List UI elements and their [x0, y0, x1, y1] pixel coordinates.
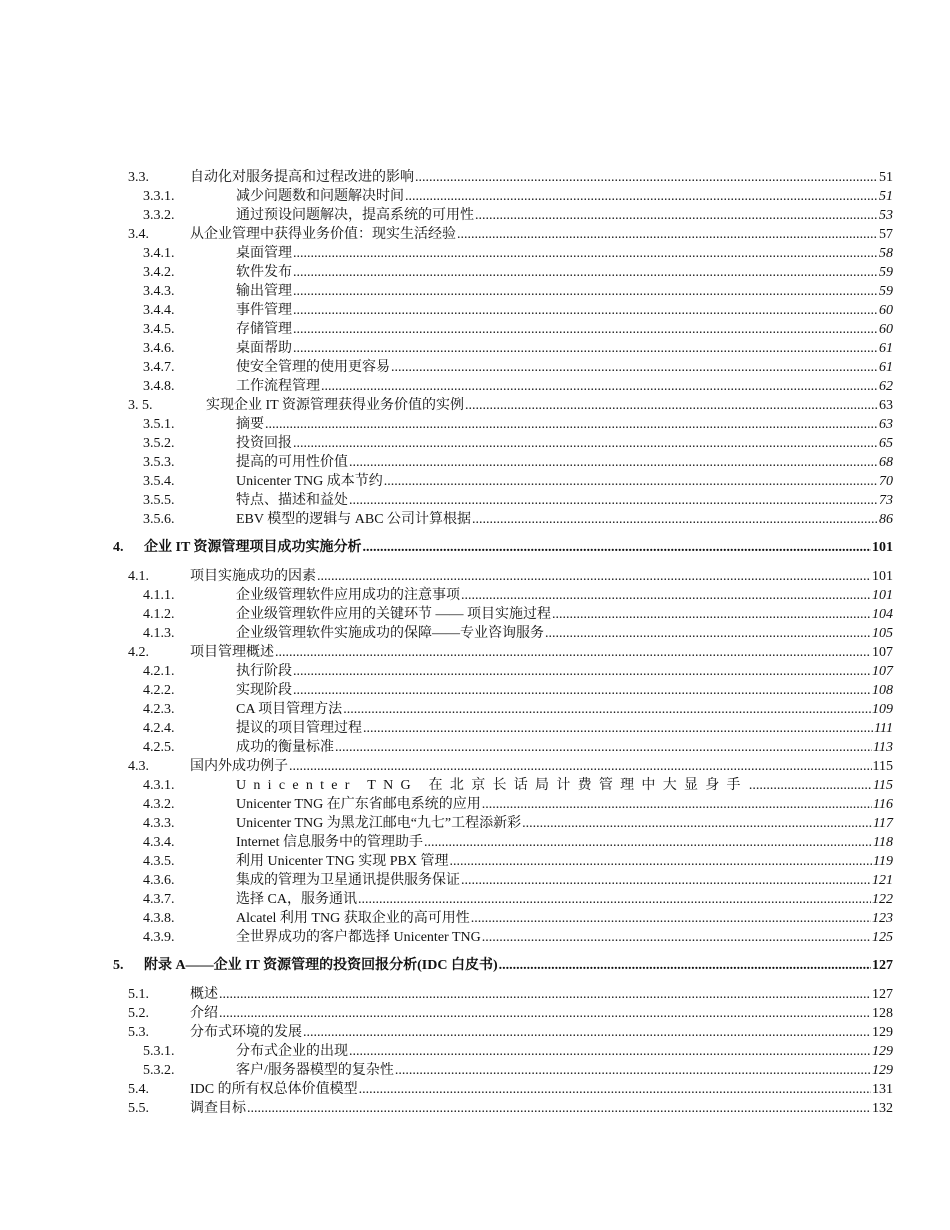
toc-entry-page-number: 60 [879, 322, 893, 337]
toc-entry[interactable] [0, 1004, 950, 1023]
toc-entry-page-number: 51 [879, 170, 893, 185]
toc-entry-page-number: 101 [872, 569, 893, 584]
toc-entry-title: 通过预设问题解决，提高系统的可用性 [236, 208, 474, 223]
toc-entry-number: 3.3. [128, 170, 149, 185]
toc-entry[interactable] [0, 339, 950, 358]
dot-leader [465, 396, 878, 415]
dot-leader [293, 320, 878, 339]
toc-entry[interactable] [0, 719, 950, 738]
toc-entry-title: 集成的管理为卫星通讯提供服务保证 [236, 873, 460, 888]
toc-entry[interactable] [0, 586, 950, 605]
dot-leader [303, 1023, 871, 1042]
toc-entry-page-number: 59 [879, 265, 893, 280]
toc-entry-title: 分布式企业的出现 [236, 1044, 348, 1059]
toc-entry-page-number: 101 [872, 588, 893, 603]
dot-leader [457, 225, 878, 244]
toc-entry[interactable] [0, 1061, 950, 1080]
toc-entry-page-number: 65 [879, 436, 893, 451]
toc-entry[interactable] [0, 700, 950, 719]
toc-entry-number: 3.4.2. [143, 265, 175, 280]
toc-entry-number: 5.3. [128, 1025, 149, 1040]
toc-entry[interactable] [0, 643, 950, 662]
toc-entry-title: Internet 信息服务中的管理助手 [236, 835, 424, 850]
toc-entry-page-number: 61 [879, 360, 893, 375]
toc-entry-number: 4.3.9. [143, 930, 175, 945]
toc-entry-title: 实现阶段 [236, 683, 292, 698]
toc-entry-page-number: 51 [879, 189, 893, 204]
dot-leader [265, 415, 878, 434]
dot-leader [475, 206, 878, 225]
toc-entry-number: 4.2.1. [143, 664, 175, 679]
toc-entry-page-number: 58 [879, 246, 893, 261]
toc-entry-number: 4.3.3. [143, 816, 175, 831]
dot-leader [552, 605, 871, 624]
toc-entry[interactable] [0, 301, 950, 320]
dot-leader [482, 795, 872, 814]
toc-entry-title: 执行阶段 [236, 664, 292, 679]
toc-entry-page-number: 109 [872, 702, 893, 717]
toc-entry[interactable] [0, 538, 950, 558]
toc-entry-title: 事件管理 [236, 303, 292, 318]
dot-leader [289, 757, 872, 776]
toc-entry-page-number: 115 [873, 778, 893, 793]
toc-entry-title: 介绍 [190, 1006, 218, 1021]
toc-entry[interactable] [0, 624, 950, 643]
toc-entry-number: 4.2.5. [143, 740, 175, 755]
dot-leader [363, 719, 873, 738]
toc-entry-number: 5. [113, 958, 124, 973]
dot-leader [293, 263, 878, 282]
toc-entry-page-number: 111 [874, 721, 893, 736]
toc-entry[interactable] [0, 1042, 950, 1061]
toc-entry[interactable] [0, 928, 950, 947]
toc-entry-page-number: 127 [872, 987, 893, 1002]
toc-entry-title: 调查目标 [190, 1101, 246, 1116]
toc-entry-page-number: 70 [879, 474, 893, 489]
toc-entry-page-number: 128 [872, 1006, 893, 1021]
toc-entry-number: 5.2. [128, 1006, 149, 1021]
toc-entry-page-number: 129 [872, 1044, 893, 1059]
toc-entry-title: 企业级管理软件应用成功的注意事项 [236, 588, 460, 603]
toc-entry-title: IDC 的所有权总体价值模型 [190, 1082, 358, 1097]
dot-leader [293, 339, 878, 358]
toc-entry-page-number: 101 [872, 540, 893, 555]
toc-entry-number: 4.3.1. [143, 778, 175, 793]
dot-leader [363, 538, 871, 558]
dot-leader [405, 187, 878, 206]
toc-entry-number: 4.3.4. [143, 835, 175, 850]
toc-entry-number: 4.3.7. [143, 892, 175, 907]
toc-entry-page-number: 131 [872, 1082, 893, 1097]
toc-entry[interactable] [0, 1080, 950, 1099]
toc-entry-page-number: 68 [879, 455, 893, 470]
toc-entry-title: 概述 [190, 987, 218, 1002]
toc-entry-page-number: 129 [872, 1025, 893, 1040]
toc-entry-title: Alcatel 利用 TNG 获取企业的高可用性 [236, 911, 470, 926]
toc-entry-title: Unicenter TNG 为黑龙江邮电“九七”工程添新彩 [236, 816, 522, 831]
dot-leader [472, 510, 878, 529]
toc-entry-title: 存储管理 [236, 322, 292, 337]
dot-leader [317, 567, 871, 586]
toc-entry[interactable] [0, 377, 950, 396]
toc-entry-number: 5.3.2. [143, 1063, 175, 1078]
toc-entry-number: 4.1.3. [143, 626, 175, 641]
toc-entry[interactable] [0, 662, 950, 681]
toc-entry-number: 4.3. [128, 759, 149, 774]
toc-entry[interactable] [0, 396, 950, 415]
toc-entry[interactable] [0, 434, 950, 453]
toc-entry[interactable] [0, 567, 950, 586]
toc-entry-number: 5.1. [128, 987, 149, 1002]
toc-entry[interactable] [0, 890, 950, 909]
toc-entry-number: 3. 5. [128, 398, 153, 413]
toc-entry-number: 4.1. [128, 569, 149, 584]
dot-leader [415, 168, 878, 187]
toc-entry[interactable] [0, 776, 950, 795]
toc-entry-page-number: 132 [872, 1101, 893, 1116]
table-of-contents [0, 168, 950, 1118]
toc-entry-title: 特点、描述和益处 [236, 493, 348, 508]
toc-entry-title: 投资回报 [236, 436, 292, 451]
dot-leader [247, 1099, 871, 1118]
toc-entry[interactable] [0, 510, 950, 529]
toc-entry-title: 桌面管理 [236, 246, 292, 261]
toc-entry[interactable] [0, 738, 950, 757]
dot-leader [384, 472, 878, 491]
toc-entry-page-number: 59 [879, 284, 893, 299]
dot-leader [293, 681, 871, 700]
toc-entry[interactable] [0, 472, 950, 491]
toc-entry-number: 4.3.2. [143, 797, 175, 812]
toc-entry-title: 摘要 [236, 417, 264, 432]
dot-leader [219, 985, 871, 1004]
toc-entry-page-number: 122 [872, 892, 893, 907]
dot-leader [391, 358, 878, 377]
toc-entry[interactable] [0, 681, 950, 700]
toc-entry[interactable] [0, 206, 950, 225]
toc-entry[interactable] [0, 795, 950, 814]
toc-entry-page-number: 121 [872, 873, 893, 888]
toc-entry-page-number: 53 [879, 208, 893, 223]
toc-entry-page-number: 60 [879, 303, 893, 318]
toc-entry-page-number: 115 [872, 759, 893, 774]
toc-entry-page-number: 116 [873, 797, 893, 812]
toc-entry-title: 国内外成功例子 [190, 759, 288, 774]
toc-entry-number: 3.5.2. [143, 436, 175, 451]
toc-entry-number: 4. [113, 540, 124, 555]
toc-entry-number: 5.3.1. [143, 1044, 175, 1059]
toc-entry-page-number: 63 [879, 417, 893, 432]
toc-entry-page-number: 105 [872, 626, 893, 641]
toc-entry-page-number: 73 [879, 493, 893, 508]
dot-leader [499, 956, 871, 976]
toc-entry-page-number: 62 [879, 379, 893, 394]
toc-entry-number: 3.4.4. [143, 303, 175, 318]
dot-leader [395, 1061, 871, 1080]
toc-entry-page-number: 108 [872, 683, 893, 698]
dot-leader [461, 871, 871, 890]
toc-entry-number: 4.2. [128, 645, 149, 660]
toc-entry-title: 桌面帮助 [236, 341, 292, 356]
toc-entry-number: 4.2.3. [143, 702, 175, 717]
toc-entry-page-number: 119 [873, 854, 893, 869]
toc-entry-number: 4.2.4. [143, 721, 175, 736]
toc-entry-number: 3.4.1. [143, 246, 175, 261]
dot-leader [293, 301, 878, 320]
toc-entry-title: 减少问题数和问题解决时间 [236, 189, 404, 204]
dot-leader [545, 624, 871, 643]
toc-entry-title: 分布式环境的发展 [190, 1025, 302, 1040]
toc-entry-number: 4.3.8. [143, 911, 175, 926]
toc-entry-number: 3.4.6. [143, 341, 175, 356]
dot-leader [461, 586, 871, 605]
toc-entry[interactable] [0, 225, 950, 244]
toc-entry-number: 4.1.2. [143, 607, 175, 622]
toc-entry-number: 5.5. [128, 1101, 149, 1116]
toc-entry[interactable] [0, 956, 950, 976]
toc-entry-title: 实现企业 IT 资源管理获得业务价值的实例 [206, 398, 464, 413]
dot-leader [449, 852, 872, 871]
dot-leader [321, 377, 878, 396]
toc-entry[interactable] [0, 1099, 950, 1118]
toc-entry[interactable] [0, 491, 950, 510]
dot-leader [482, 928, 871, 947]
toc-entry-number: 3.4.3. [143, 284, 175, 299]
toc-entry-title: 工作流程管理 [236, 379, 320, 394]
toc-entry[interactable] [0, 757, 950, 776]
dot-leader [522, 814, 872, 833]
toc-entry[interactable] [0, 244, 950, 263]
toc-entry[interactable] [0, 985, 950, 1004]
toc-entry-title: 项目实施成功的因素 [190, 569, 316, 584]
toc-entry-number: 3.5.5. [143, 493, 175, 508]
toc-entry-number: 4.3.5. [143, 854, 175, 869]
toc-entry[interactable] [0, 909, 950, 928]
toc-entry-number: 3.4. [128, 227, 149, 242]
toc-entry[interactable] [0, 1023, 950, 1042]
toc-entry-title: 企业级管理软件应用的关键环节 —— 项目实施过程 [236, 607, 551, 622]
toc-entry-number: 3.3.1. [143, 189, 175, 204]
toc-entry-page-number: 123 [872, 911, 893, 926]
dot-leader [358, 890, 871, 909]
toc-entry-page-number: 129 [872, 1063, 893, 1078]
toc-entry-title: 利用 Unicenter TNG 实现 PBX 管理 [236, 854, 449, 869]
dot-leader [749, 776, 872, 795]
toc-entry[interactable] [0, 833, 950, 852]
toc-entry-title: 提议的项目管理过程 [236, 721, 362, 736]
toc-entry-title: Unicenter TNG 成本节约 [236, 474, 383, 489]
toc-entry-page-number: 107 [872, 645, 893, 660]
toc-entry-title: 企业 IT 资源管理项目成功实施分析 [144, 540, 362, 555]
dot-leader [349, 453, 878, 472]
toc-entry[interactable] [0, 605, 950, 624]
dot-leader [293, 662, 871, 681]
toc-entry-page-number: 118 [873, 835, 893, 850]
toc-entry-title: 全世界成功的客户都选择 Unicenter TNG [236, 930, 481, 945]
toc-entry-page-number: 104 [872, 607, 893, 622]
toc-entry-title: 自动化对服务提高和过程改进的影响 [190, 170, 414, 185]
toc-entry[interactable] [0, 453, 950, 472]
toc-entry-number: 4.3.6. [143, 873, 175, 888]
toc-entry-number: 3.5.1. [143, 417, 175, 432]
dot-leader [275, 643, 871, 662]
toc-entry-page-number: 86 [879, 512, 893, 527]
toc-entry-title: 企业级管理软件实施成功的保障——专业咨询服务 [236, 626, 544, 641]
toc-entry-page-number: 117 [873, 816, 893, 831]
toc-entry[interactable] [0, 187, 950, 206]
toc-entry[interactable] [0, 358, 950, 377]
dot-leader [424, 833, 872, 852]
toc-entry-number: 3.4.8. [143, 379, 175, 394]
toc-entry-title: 选择 CA，服务通讯 [236, 892, 357, 907]
toc-entry-page-number: 61 [879, 341, 893, 356]
toc-entry-page-number: 107 [872, 664, 893, 679]
toc-entry-title: 输出管理 [236, 284, 292, 299]
toc-entry-title: EBV 模型的逻辑与 ABC 公司计算根据 [236, 512, 472, 527]
toc-entry-title: 软件发布 [236, 265, 292, 280]
dot-leader [359, 1080, 871, 1099]
dot-leader [219, 1004, 871, 1023]
toc-entry[interactable] [0, 871, 950, 890]
toc-entry-title: 使安全管理的使用更容易 [236, 360, 390, 375]
toc-entry-title: 提高的可用性价值 [236, 455, 348, 470]
dot-leader [335, 738, 872, 757]
toc-entry-page-number: 63 [879, 398, 893, 413]
dot-leader [293, 282, 878, 301]
toc-entry[interactable] [0, 320, 950, 339]
toc-entry-number: 4.1.1. [143, 588, 175, 603]
toc-entry[interactable] [0, 814, 950, 833]
toc-entry-page-number: 127 [872, 958, 893, 973]
dot-leader [293, 244, 878, 263]
toc-entry-number: 4.2.2. [143, 683, 175, 698]
toc-entry-number: 3.4.5. [143, 322, 175, 337]
dot-leader [349, 491, 878, 510]
toc-entry-title: 附录 A——企业 IT 资源管理的投资回报分析(IDC 白皮书) [144, 958, 498, 973]
dot-leader [471, 909, 871, 928]
toc-entry-title: 项目管理概述 [190, 645, 274, 660]
toc-entry-number: 3.3.2. [143, 208, 175, 223]
toc-entry-title: CA 项目管理方法 [236, 702, 343, 717]
toc-entry-title: 从企业管理中获得业务价值：现实生活经验 [190, 227, 456, 242]
dot-leader [343, 700, 871, 719]
dot-leader [349, 1042, 871, 1061]
toc-entry[interactable] [0, 168, 950, 187]
toc-entry-page-number: 125 [872, 930, 893, 945]
toc-entry-number: 3.5.6. [143, 512, 175, 527]
toc-entry-number: 3.5.3. [143, 455, 175, 470]
toc-entry-page-number: 57 [879, 227, 893, 242]
toc-entry[interactable] [0, 282, 950, 301]
toc-entry-number: 5.4. [128, 1082, 149, 1097]
toc-entry-title: 成功的衡量标准 [236, 740, 334, 755]
toc-entry-title: Unicenter TNG 在北京长话局计费管理中大显身手 [236, 778, 748, 793]
toc-entry-title: Unicenter TNG 在广东省邮电系统的应用 [236, 797, 481, 812]
toc-entry-page-number: 113 [873, 740, 893, 755]
toc-entry-number: 3.5.4. [143, 474, 175, 489]
dot-leader [293, 434, 878, 453]
toc-entry-title: 客户/服务器模型的复杂性 [236, 1063, 394, 1078]
toc-entry-number: 3.4.7. [143, 360, 175, 375]
toc-entry[interactable] [0, 263, 950, 282]
toc-entry[interactable] [0, 415, 950, 434]
toc-entry[interactable] [0, 852, 950, 871]
